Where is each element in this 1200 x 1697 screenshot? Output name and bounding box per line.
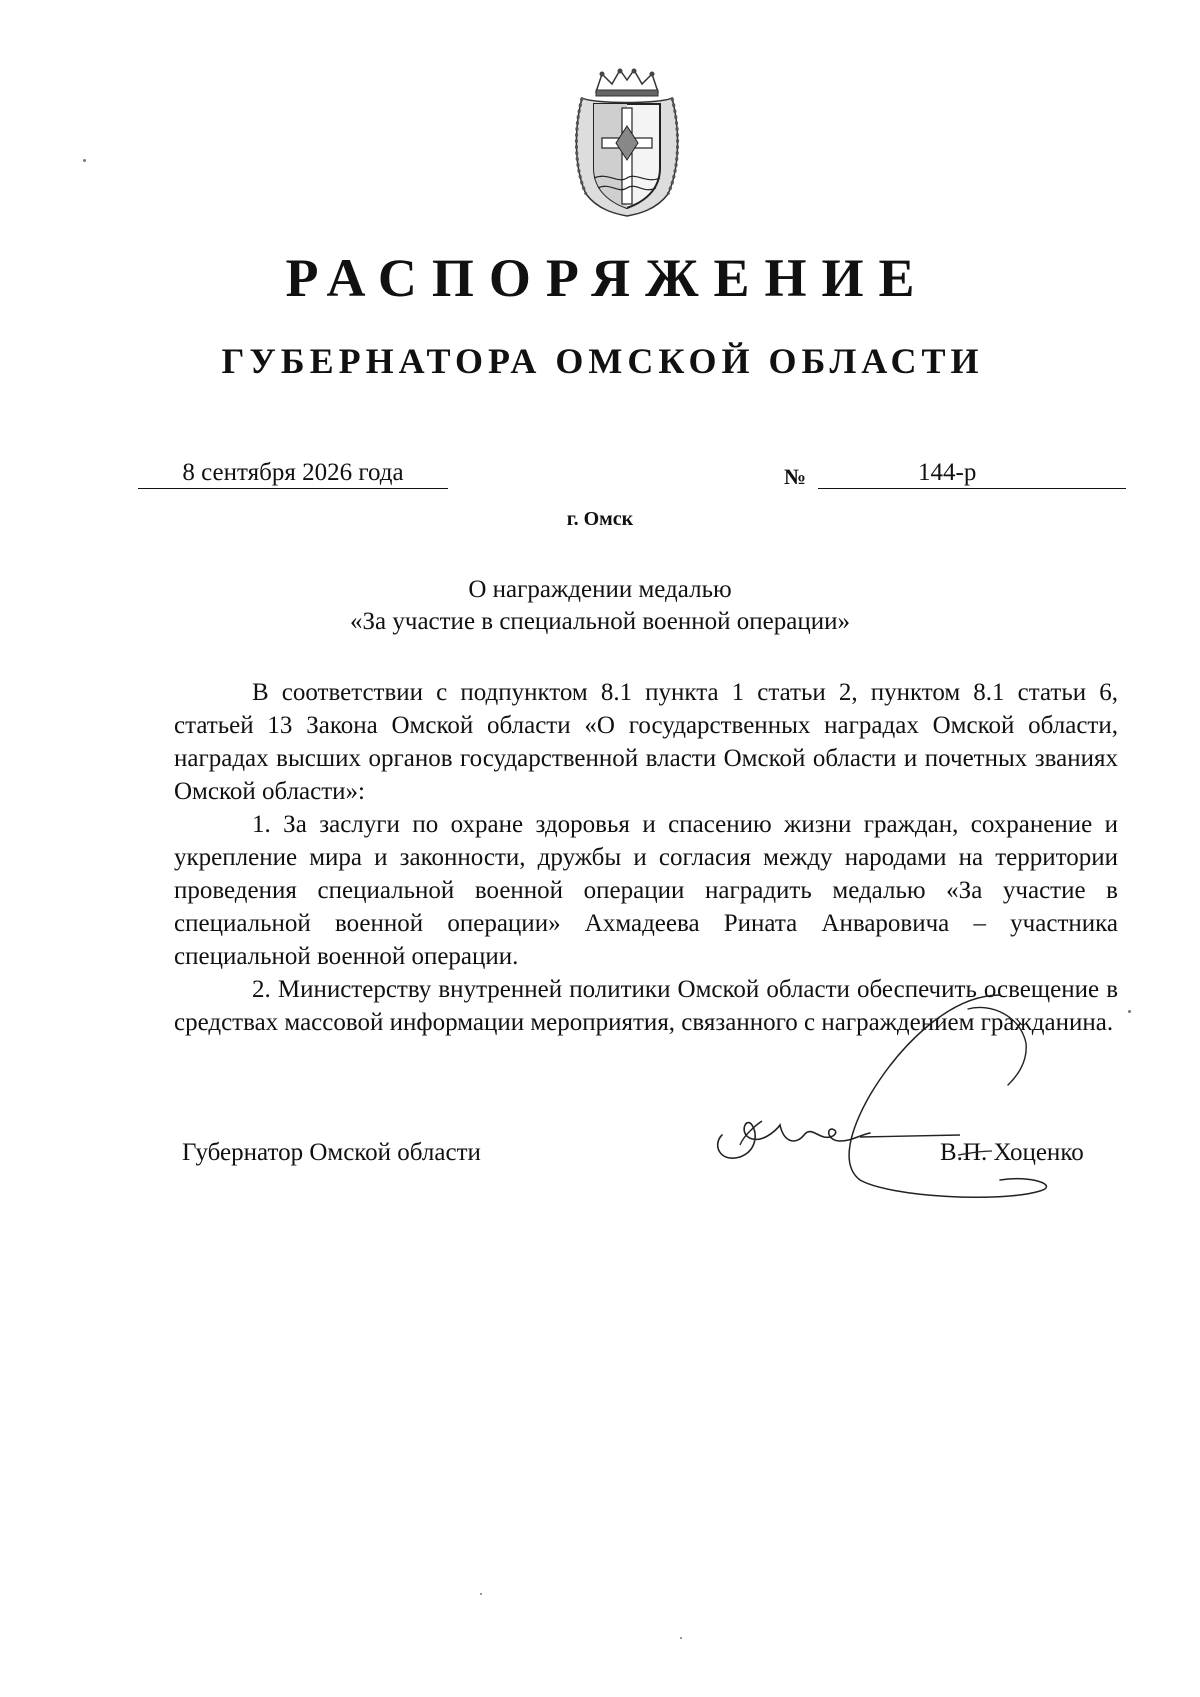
number-label: №	[784, 464, 807, 489]
scan-speck	[1128, 1010, 1131, 1013]
scan-speck	[480, 1593, 482, 1595]
signatory-name: В.П. Хоценко	[940, 1139, 1084, 1166]
document-city: г. Омск	[566, 508, 634, 530]
subject-line-1: О награждении медалью	[468, 576, 732, 603]
order-item-2: 2. Министерству внутренней политики Омской области обеспечить освещение в средствах массовой информации мероприятия, связанного с награждением гражданина.	[174, 976, 1118, 1036]
document-subtitle: ГУБЕРНАТОРА ОМСКОЙ ОБЛАСТИ	[221, 341, 984, 381]
coat-of-arms-icon	[568, 68, 686, 218]
handwritten-signature	[700, 985, 1100, 1215]
document-title: РАСПОРЯЖЕНИЕ	[285, 248, 930, 308]
subject-line-2: «За участие в специальной военной операции»	[350, 608, 850, 635]
order-item-1: 1. За заслуги по охране здоровья и спасению жизни граждан, сохранение и укрепление мира и законности, дружбы и согласия между народами на территории проведения специальной военной операции наградить медалью «За участие в специальной военной операции» Ахмадеева Рината Анваровича – участника специальной военной операции.	[174, 811, 1118, 970]
document-number-field	[818, 458, 1126, 489]
document-subject	[0, 574, 1200, 638]
scan-speck	[680, 1637, 682, 1639]
document-date: 8 сентября 2026 года	[138, 458, 448, 489]
signatory-position: Губернатор Омской области	[182, 1139, 481, 1166]
preamble-paragraph: В соответствии с подпунктом 8.1 пункта 1 статьи 2, пунктом 8.1 статьи 6, статьей 13 Закона Омской области «О государственных наградах Омской области, наградах высших органов государственной власти Омской области и почетных званиях Омской области»:	[174, 679, 1118, 805]
scan-speck	[83, 159, 86, 162]
document-number: 144-р	[918, 459, 977, 486]
